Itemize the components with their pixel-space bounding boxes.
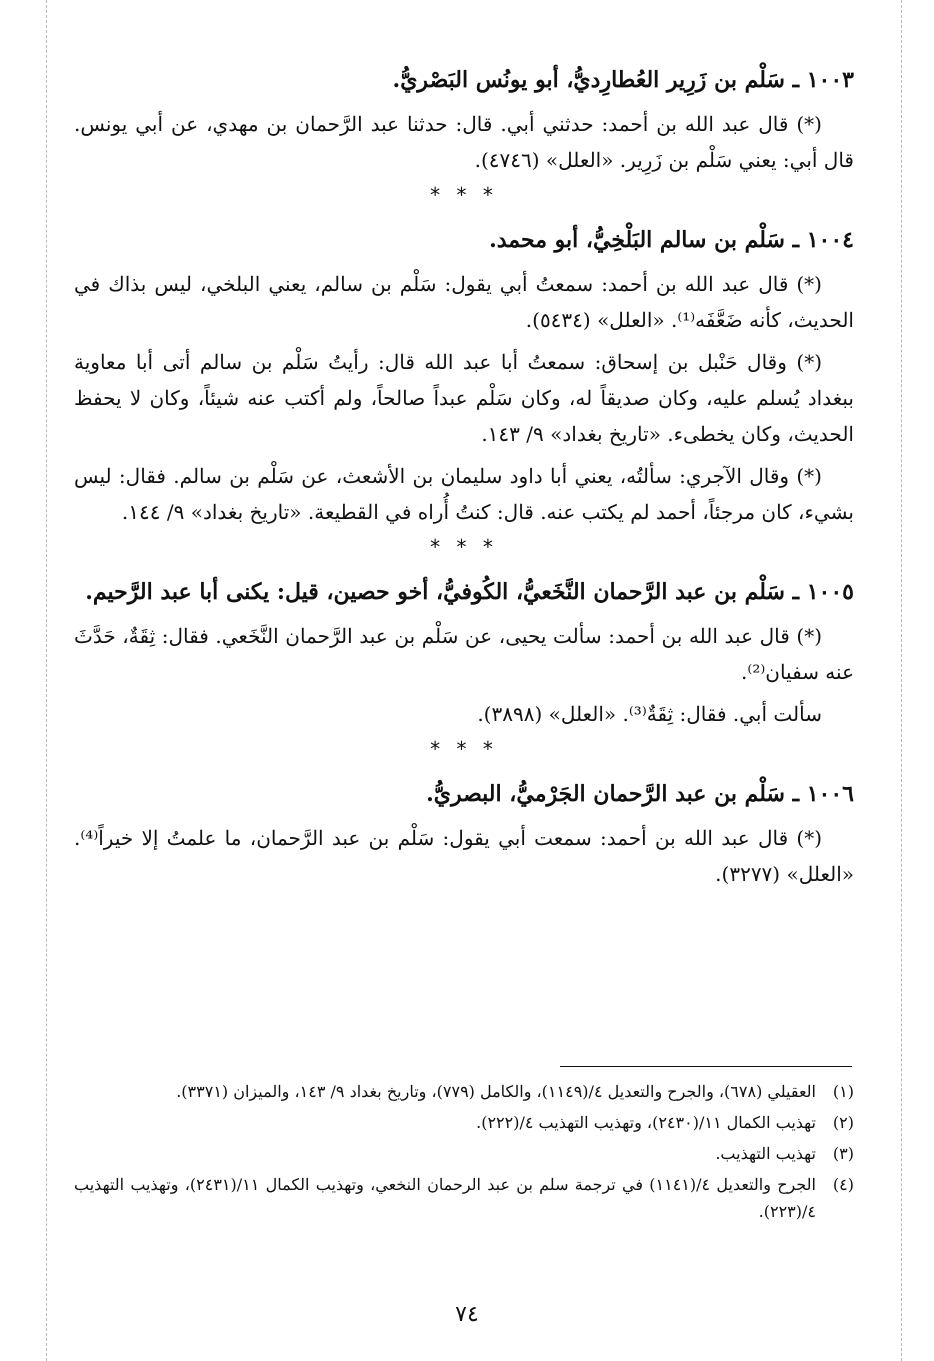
footnote-text: العقيلي (٦٧٨)، والجرح والتعديل ٤/(١١٤٩)، والكامل (٧٧٩)، وتاريخ بغداد ٩/ ١٤٣، والميزان (٣٣٧١). bbox=[176, 1082, 816, 1101]
entry-1003 bbox=[74, 62, 854, 178]
footnote-text: تهذيب الكمال ١١/(٢٤٣٠)، وتهذيب التهذيب ٤/(٢٢٢). bbox=[476, 1113, 816, 1132]
footnote-number: (١) bbox=[832, 1082, 854, 1101]
entry-paragraph: (*) وقال الآجري: سألتُه، يعني أبا داود سليمان بن الأشعث، عن سَلْم بن سالم. فقال: ليس بشيء، كان مرجئاً، أحمد لم يكتب عنه. قال: كنتُ أُراه في القطيعة. «تاريخ بغداد» ٩/ ١٤٤. bbox=[74, 464, 854, 524]
footnote bbox=[74, 1140, 854, 1167]
footnote bbox=[74, 1078, 854, 1105]
footnote-rule bbox=[560, 1066, 852, 1067]
entry-paragraph: (*) قال عبد الله بن أحمد: حدثني أبي. قال: حدثنا عبد الرَّحمان بن مهدي، عن أبي يونس. قال أبي: يعني سَلْم بن زَرِير. «العلل» (٤٧٤٦). bbox=[74, 112, 854, 172]
left-margin-guide bbox=[46, 0, 47, 1361]
entry-paragraph: (*) قال عبد الله بن أحمد: سمعت أبي يقول: سَلْم بن عبد الرَّحمان، ما علمتُ إلا خيراً⁽⁴⁾. «العلل» (٣٢٧٧). bbox=[74, 826, 854, 886]
entry-paragraph: (*) قال عبد الله بن أحمد: سألت يحيى، عن سَلْم بن عبد الرَّحمان النَّخَعي. فقال: ثِقَةٌ، حَدَّثَ عنه سفيان⁽²⁾. bbox=[74, 624, 854, 684]
section-separator: * * * bbox=[430, 183, 498, 207]
entry-1004 bbox=[74, 222, 854, 530]
entry-title: ١٠٠٤ ـ سَلْم بن سالم البَلْخِيُّ، أبو محمد. bbox=[489, 227, 854, 253]
footnote-text: الجرح والتعديل ٤/(١١٤١) في ترجمة سلم بن عبد الرحمان النخعي، وتهذيب الكمال ١١/(٢٤٣١)، وتهذيب التهذيب ٤/(٢٢٣). bbox=[74, 1175, 817, 1221]
footnote-text: تهذيب التهذيب. bbox=[715, 1144, 816, 1163]
entry-title: ١٠٠٦ ـ سَلْم بن عبد الرَّحمان الجَرْميُّ، البصريُّ. bbox=[426, 781, 854, 807]
section-separator: * * * bbox=[430, 737, 498, 761]
section-separator: * * * bbox=[430, 535, 498, 559]
entry-title: ١٠٠٥ ـ سَلْم بن عبد الرَّحمان النَّخَعيُّ، الكُوفيُّ، أخو حصين، قيل: يكنى أبا عبد الرَّحيم. bbox=[85, 579, 854, 605]
entry-title: ١٠٠٣ ـ سَلْم بن زَرِير العُطارِديُّ، أبو يونُس البَصْريُّ. bbox=[392, 67, 854, 93]
entry-1006 bbox=[74, 776, 854, 892]
footnote-number: (٢) bbox=[832, 1113, 854, 1132]
footnote bbox=[74, 1171, 854, 1225]
footnote-number: (٤) bbox=[832, 1175, 854, 1194]
right-margin-guide bbox=[901, 0, 902, 1361]
footnotes bbox=[74, 1078, 854, 1229]
main-text bbox=[74, 62, 854, 898]
entry-1005 bbox=[74, 574, 854, 732]
entry-paragraph: سألت أبي. فقال: ثِقَةٌ⁽³⁾. «العلل» (٣٨٩٨). bbox=[477, 702, 822, 726]
entry-paragraph: (*) وقال حَنْبل بن إسحاق: سمعتُ أبا عبد الله قال: رأيتُ سَلْم بن سالم أتى أبا معاوية ببغداد يُسلم عليه، وكان صديقاً له، وكان سَلْم عبداً صالحاً، ولم أكتب عنه شيئاً، وكان لا يحفظ الحديث، وكان يخطىء. «تاريخ بغداد» ٩/ ١٤٣. bbox=[74, 350, 854, 446]
entry-paragraph: (*) قال عبد الله بن أحمد: سمعتُ أبي يقول: سَلْم بن سالم، يعني البلخي، ليس بذاك في الحديث، كأنه ضَعَّفَه⁽¹⁾. «العلل» (٥٤٣٤). bbox=[74, 272, 854, 332]
footnote-number: (٣) bbox=[832, 1144, 854, 1163]
page-number: ٧٤ bbox=[455, 1302, 479, 1327]
footnote bbox=[74, 1109, 854, 1136]
